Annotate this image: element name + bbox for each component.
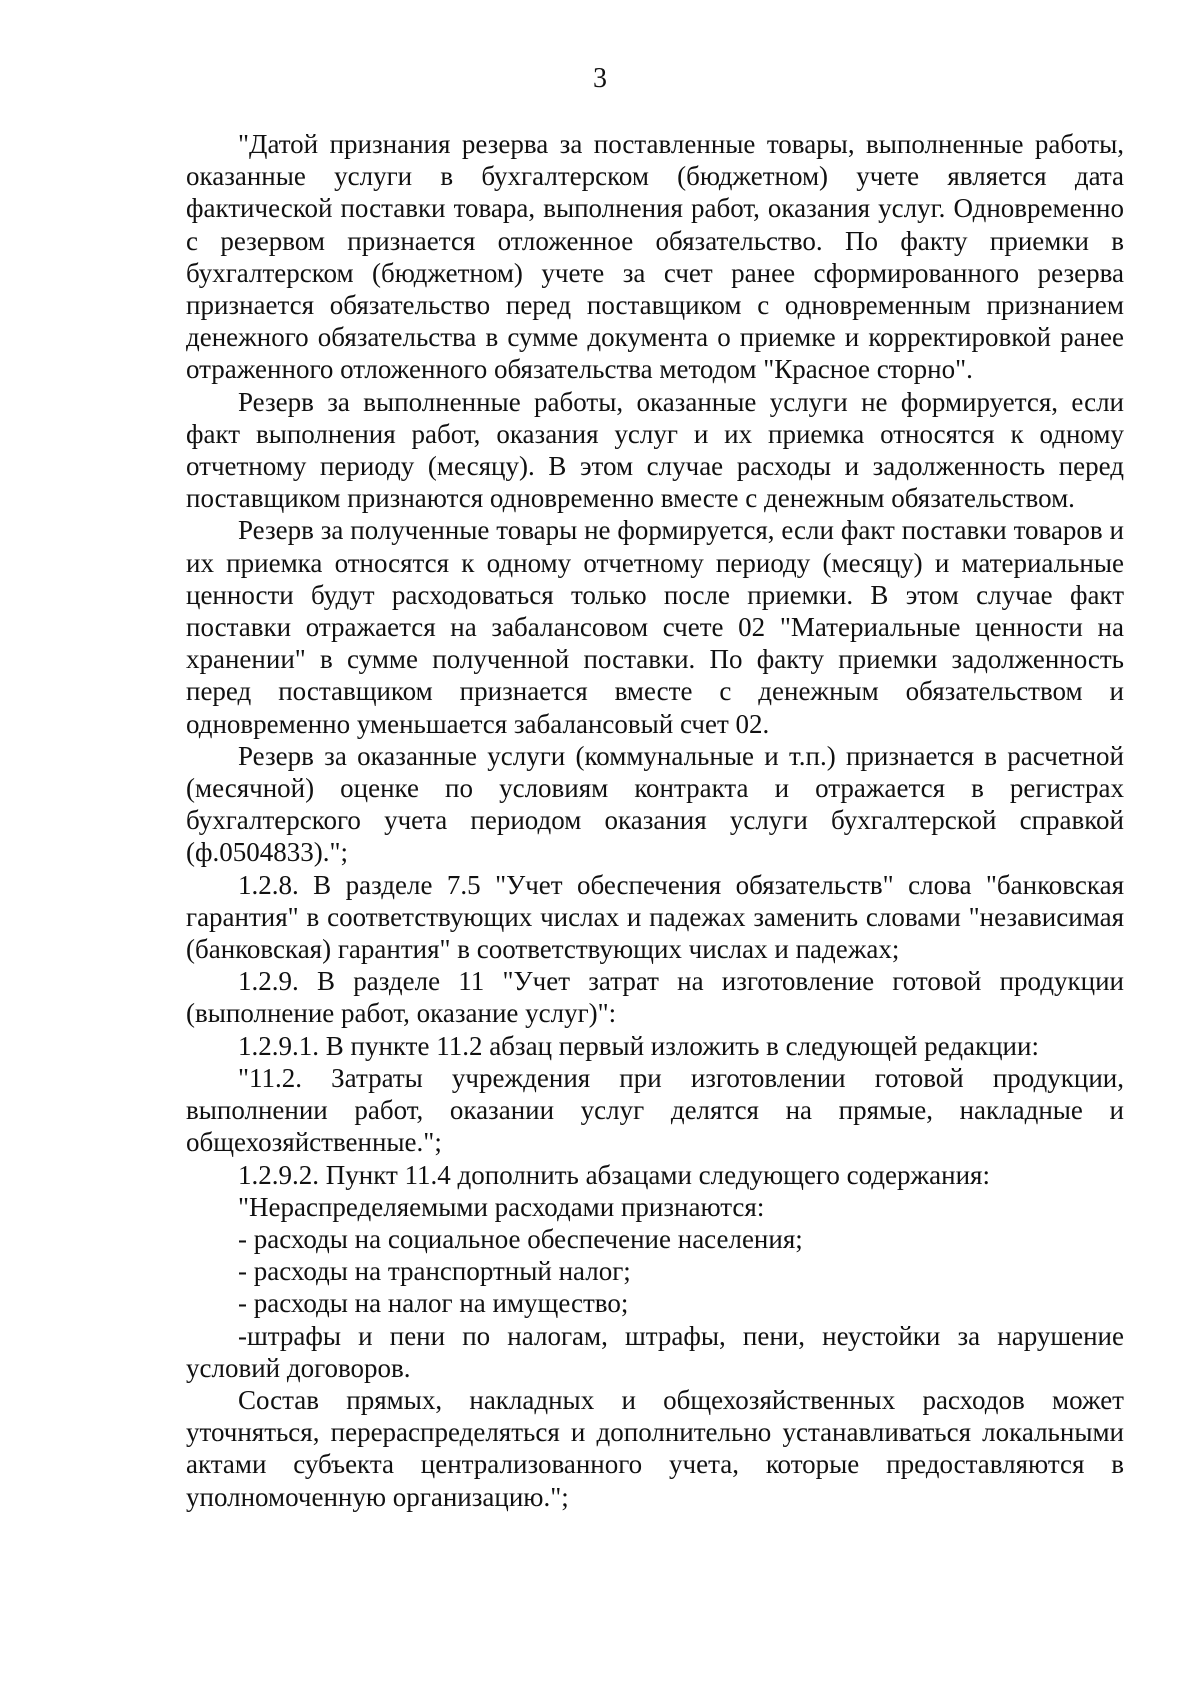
paragraph-cost-composition: Состав прямых, накладных и общехозяйственных расходов может уточняться, перераспределяться и дополнительно устанавливаться локальными актами субъекта централизованного учета, которые предоставляются в уполномоченную организацию."; (186, 1384, 1124, 1512)
paragraph-reserve-works-services: Резерв за выполненные работы, оказанные услуги не формируется, если факт выполнения работ, оказания услуг и их приемка относятся к одному отчетному периоду (месяцу). В этом случае расходы и задолженность перед поставщиком признаются одновременно вместе с денежным обязательством. (186, 386, 1124, 514)
paragraph-item-11-2: "11.2. Затраты учреждения при изготовлении готовой продукции, выполнении работ, оказании услуг делятся на прямые, накладные и общехозяйственные."; (186, 1062, 1124, 1158)
list-item-property-tax: - расходы на налог на имущество; (238, 1288, 629, 1319)
list-item-social-costs: - расходы на социальное обеспечение населения; (238, 1223, 803, 1254)
paragraph-non-distributed-costs: "Нераспределяемыми расходами признаются: (238, 1191, 765, 1222)
list-item-fines-penalties: -штрафы и пени по налогам, штрафы, пени, неустойки за нарушение условий договоров. (186, 1320, 1124, 1383)
document-body (186, 128, 1124, 1513)
paragraph-item-1-2-9-2: 1.2.9.2. Пункт 11.4 дополнить абзацами следующего содержания: (238, 1159, 990, 1190)
page-number: 3 (593, 63, 607, 94)
paragraph-reserve-recognition-date: "Датой признания резерва за поставленные товары, выполненные работы, оказанные услуги в бухгалтерском (бюджетном) учете является дата фактической поставки товара, выполнения работ, оказания услуг. Одновременно с резервом признается отложенное обязательство. По факту приемки в бухгалтерском (бюджетном) учете за счет ранее сформированного резерва признается обязательство перед поставщиком с одновременным признанием денежного обязательства в сумме документа о приемке и корректировкой ранее отраженного отложенного обязательства методом "Красное сторно". (186, 129, 1124, 385)
list-item-transport-tax: - расходы на транспортный налог; (238, 1256, 631, 1287)
paragraph-item-1-2-9: 1.2.9. В разделе 11 "Учет затрат на изготовление готовой продукции (выполнение работ, оказание услуг)": (186, 966, 1124, 1029)
paragraph-reserve-goods: Резерв за полученные товары не формируется, если факт поставки товаров и их приемка относятся к одному отчетному периоду (месяцу) и материальные ценности будут расходоваться только после приемки. В этом случае факт поставки отражается на забалансовом счете 02 "Материальные ценности на хранении" в сумме полученной поставки. По факту приемки задолженность перед поставщиком признается вместе с денежным обязательством и одновременно уменьшается забалансовый счет 02. (186, 515, 1124, 739)
paragraph-item-1-2-8: 1.2.8. В разделе 7.5 "Учет обеспечения обязательств" слова "банковская гарантия" в соответствующих числах и падежах заменить словами "независимая (банковская) гарантия" в соответствующих числах и падежах; (186, 869, 1124, 965)
paragraph-reserve-utilities: Резерв за оказанные услуги (коммунальные и т.п.) признается в расчетной (месячной) оценке по условиям контракта и отражается в регистрах бухгалтерского учета периодом оказания услуги бухгалтерской справкой (ф.0504833)."; (186, 740, 1124, 868)
paragraph-item-1-2-9-1: 1.2.9.1. В пункте 11.2 абзац первый изложить в следующей редакции: (238, 1030, 1039, 1061)
